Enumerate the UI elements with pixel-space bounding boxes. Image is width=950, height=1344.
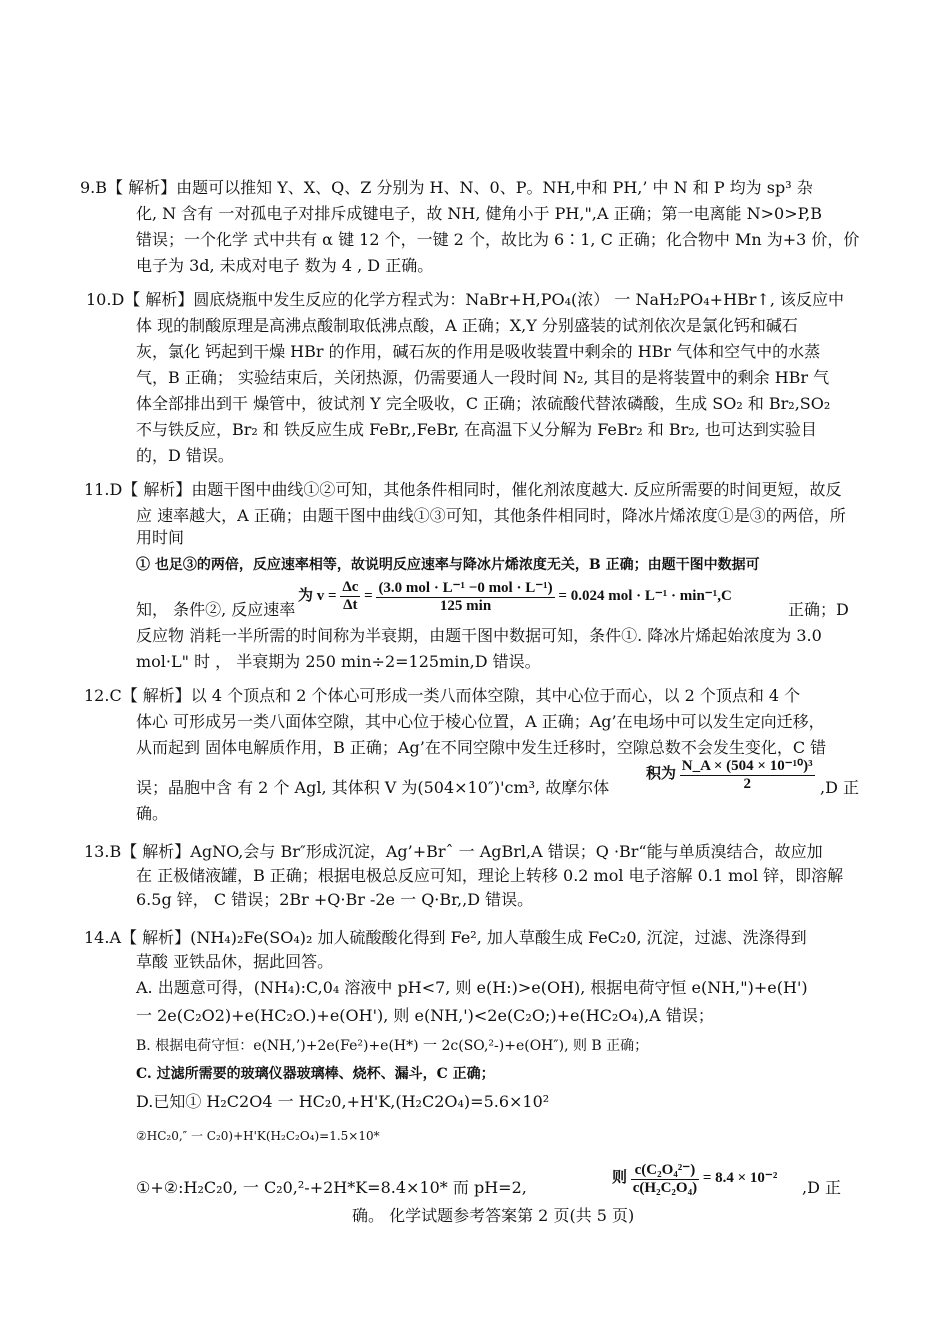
q12-line-4-start: 误；晶胞中含 有 2 个 Agl, 其体积 V 为(504×10″)'cm³, 故摩尔体: [136, 778, 610, 797]
rate-eq-den-2: 125 min: [439, 598, 492, 614]
ratio-eq-result: = 8.4 × 10⁻²: [702, 1169, 778, 1186]
ratio-eq-den: c(H₂C₂O₄): [632, 1180, 698, 1196]
q14-line-8: ②HC₂0,″ 一 C₂0)+H'K(H₂C₂O₄)=1.5×10*: [136, 1129, 380, 1143]
q9-line-4: 电子为 3d, 未成对电子 数为 4 , D 正确。: [136, 256, 434, 275]
q14-line-7: D.已知① H₂C2O4 一 HC₂0,+H'K,(H₂C2O₄)=5.6×10²: [136, 1092, 550, 1111]
q14-line-4: 一 2e(C₂O2)+e(HC₂O.)+e(OH'), 则 e(NH,')<2e(C₂O;)+e(HC₂O₄),A 错误；: [136, 1006, 714, 1025]
molar-eq-fraction: [680, 756, 815, 793]
q11-line-7: mol·L" 时 ， 半衰期为 250 min÷2=125min,D 错误。: [136, 652, 541, 671]
q11-line-4: ① 也足③的两倍，反应速率相等，故说明反应速率与降冰片烯浓度无关，B 正确；由题干图中数据可: [136, 557, 760, 573]
q10-line-3: 灰，氯化 钙起到干燥 HBr 的作用，碱石灰的作用是吸收装置中剩余的 HBr 气体和空气中的水蒸: [136, 342, 821, 361]
q11-line-1: 11.D【 解析】由题干图中曲线①②可知，其他条件相同时，催化剂浓度越大. 反应所需要的时间更短，故反: [84, 480, 842, 499]
q14-line-9-start: ①+②:H₂C₂0, 一 C₂0,²-+2H*K=8.4×10* 而 pH=2,: [136, 1178, 527, 1197]
q14-line-9-end: ,D 正: [802, 1178, 842, 1197]
ratio-eq-num: c(C₂O₄²⁻): [631, 1160, 699, 1180]
q9-line-1: 9.B【 解析】由题可以推知 Y、X、Q、Z 分别为 H、N、0、P。NH,中和 PH,’ 中 N 和 P 均为 sp³ 杂: [80, 178, 813, 197]
q10-line-5: 体全部排出到干 燥管中，彼试剂 Y 完全吸收，C 正确；浓硫酸代替浓磷酸，生成 SO₂ 和 Br₂,SO₂: [136, 394, 831, 413]
q13-line-3: 6.5g 锌， C 错误；2Br +Q·Br -2e 一 Q·Br,,D 错误。: [136, 890, 534, 909]
rate-eq-num-1: Δc: [342, 579, 359, 595]
molar-eq-num: N_A × (504 × 10⁻¹⁰)³: [681, 758, 813, 774]
q9-line-3: 错误；一个化学 式中共有 α 键 12 个，一键 2 个，故比为 6∶1, C 正确；化合物中 Mn 为+3 价，价: [136, 230, 860, 249]
q10-line-2: 体 现的制酸原理是高沸点酸制取低沸点酸，A 正确；X,Y 分别盛装的试剂依次是氯化钙和碱石: [136, 316, 798, 335]
q10-line-1: 10.D【 解析】圆底烧瓶中发生反应的化学方程式为：NaBr+H,PO₄(浓） 一 NaH₂PO₄+HBr↑, 该反应中: [86, 290, 845, 309]
q13-line-1: 13.B【 解析】AgNO,会与 Br″形成沉淀，Ag’+Brˆ 一 AgBrl,A 错误；Q ·Br“能与单质溴结合，故应加: [84, 842, 823, 861]
rate-eq-num-2: (3.0 mol · L⁻¹ −0 mol · L⁻¹): [378, 580, 553, 596]
q10-line-4: 气，B 正确； 实验结束后，关闭热源，仍需要通人一段时间 N₂, 其目的是将装置中的剩余 HBr 气: [136, 368, 830, 387]
ratio-eq-fraction: [631, 1160, 699, 1197]
rate-eq-equals: =: [364, 587, 373, 604]
q9-line-2: 化, N 含有 一对孤电子对排斥成键电子，故 NH, 健角小于 PH,",A 正确；第一电离能 N>0>P,B: [136, 204, 822, 223]
rate-eq-prefix: 为 v =: [298, 587, 337, 604]
q14-line-2: 草酸 亚铁品休，据此回答。: [136, 952, 334, 971]
q11-line-2: 应 速率越大，A 正确；由题干图中曲线①③可知，其他条件相同时，降冰片烯浓度①是③的两倍，所: [136, 506, 846, 525]
q12-line-4-end: ,D 正: [820, 778, 860, 797]
page-footer: 确。 化学试题参考答案第 2 页(共 5 页): [352, 1206, 635, 1225]
rate-equation: [298, 578, 732, 615]
q12-line-2: 体心 可形成另一类八面体空隙，其中心位于棱心位置，A 正确；Ag’在电场中可以发生定向迁移，: [136, 712, 825, 731]
q12-line-3: 从而起到 固体电解质作用，B 正确；Ag’在不同空隙中发生迁移时，空隙总数不会发生变化，C 错: [136, 738, 827, 757]
rate-eq-fraction-1: [340, 579, 360, 614]
q11-line-6: 反应物 消耗一半所需的时间称为半衰期，由题干图中数据可知，条件①. 降冰片烯起始浓度为 3.0: [136, 626, 822, 645]
q12-line-5: 确。: [136, 804, 169, 823]
rate-eq-result: = 0.024 mol · L⁻¹ · min⁻¹,C: [558, 587, 732, 604]
q11-line-3: 用时间: [136, 528, 185, 547]
q14-line-3: A. 出题意可得，(NH₄):C,0₄ 溶液中 pH<7, 则 e(H:)>e(OH), 根据电荷守恒 e(NH,")+e(H'): [136, 978, 808, 997]
q14-line-1: 14.A【 解析】(NH₄)₂Fe(SO₄)₂ 加人硫酸酸化得到 Fe², 加人草酸生成 FeC₂0, 沉淀，过滤、洗涤得到: [84, 928, 807, 947]
molar-eq-prefix: 积为: [646, 765, 677, 782]
q11-line-5-end: 正确；D: [788, 600, 849, 619]
molar-volume-equation: [646, 756, 815, 793]
q14-line-6: C. 过滤所需要的玻璃仪器玻璃棒、烧杯、漏斗，C 正确；: [136, 1066, 495, 1082]
ratio-equation: [612, 1160, 777, 1197]
q11-line-5-start: 知， 条件②, 反应速率: [136, 600, 296, 619]
molar-eq-den: 2: [743, 776, 751, 792]
rate-eq-den-1: Δt: [343, 597, 358, 613]
rate-eq-fraction-2: [376, 578, 554, 615]
q14-line-5: B. 根据电荷守恒：e(NH,’)+2e(Fe²)+e(H*) 一 2c(SO,²-)+e(OH″), 则 B 正确；: [136, 1038, 649, 1054]
ratio-eq-prefix: 则: [612, 1169, 628, 1186]
q10-line-7: 的，D 错误。: [136, 446, 234, 465]
q13-line-2: 在 正极储液罐，B 正确；根据电极总反应可知，理论上转移 0.2 mol 电子溶解 0.1 mol 锌，即溶解: [136, 866, 844, 885]
q12-line-1: 12.C【 解析】以 4 个顶点和 2 个体心可形成一类八而体空隙，其中心位于而心，以 2 个顶点和 4 个: [84, 686, 801, 705]
q10-line-6: 不与铁反应，Br₂ 和 铁反应生成 FeBr,,FeBr, 在高温下乂分解为 FeBr₂ 和 Br₂, 也可达到实验目: [136, 420, 817, 439]
